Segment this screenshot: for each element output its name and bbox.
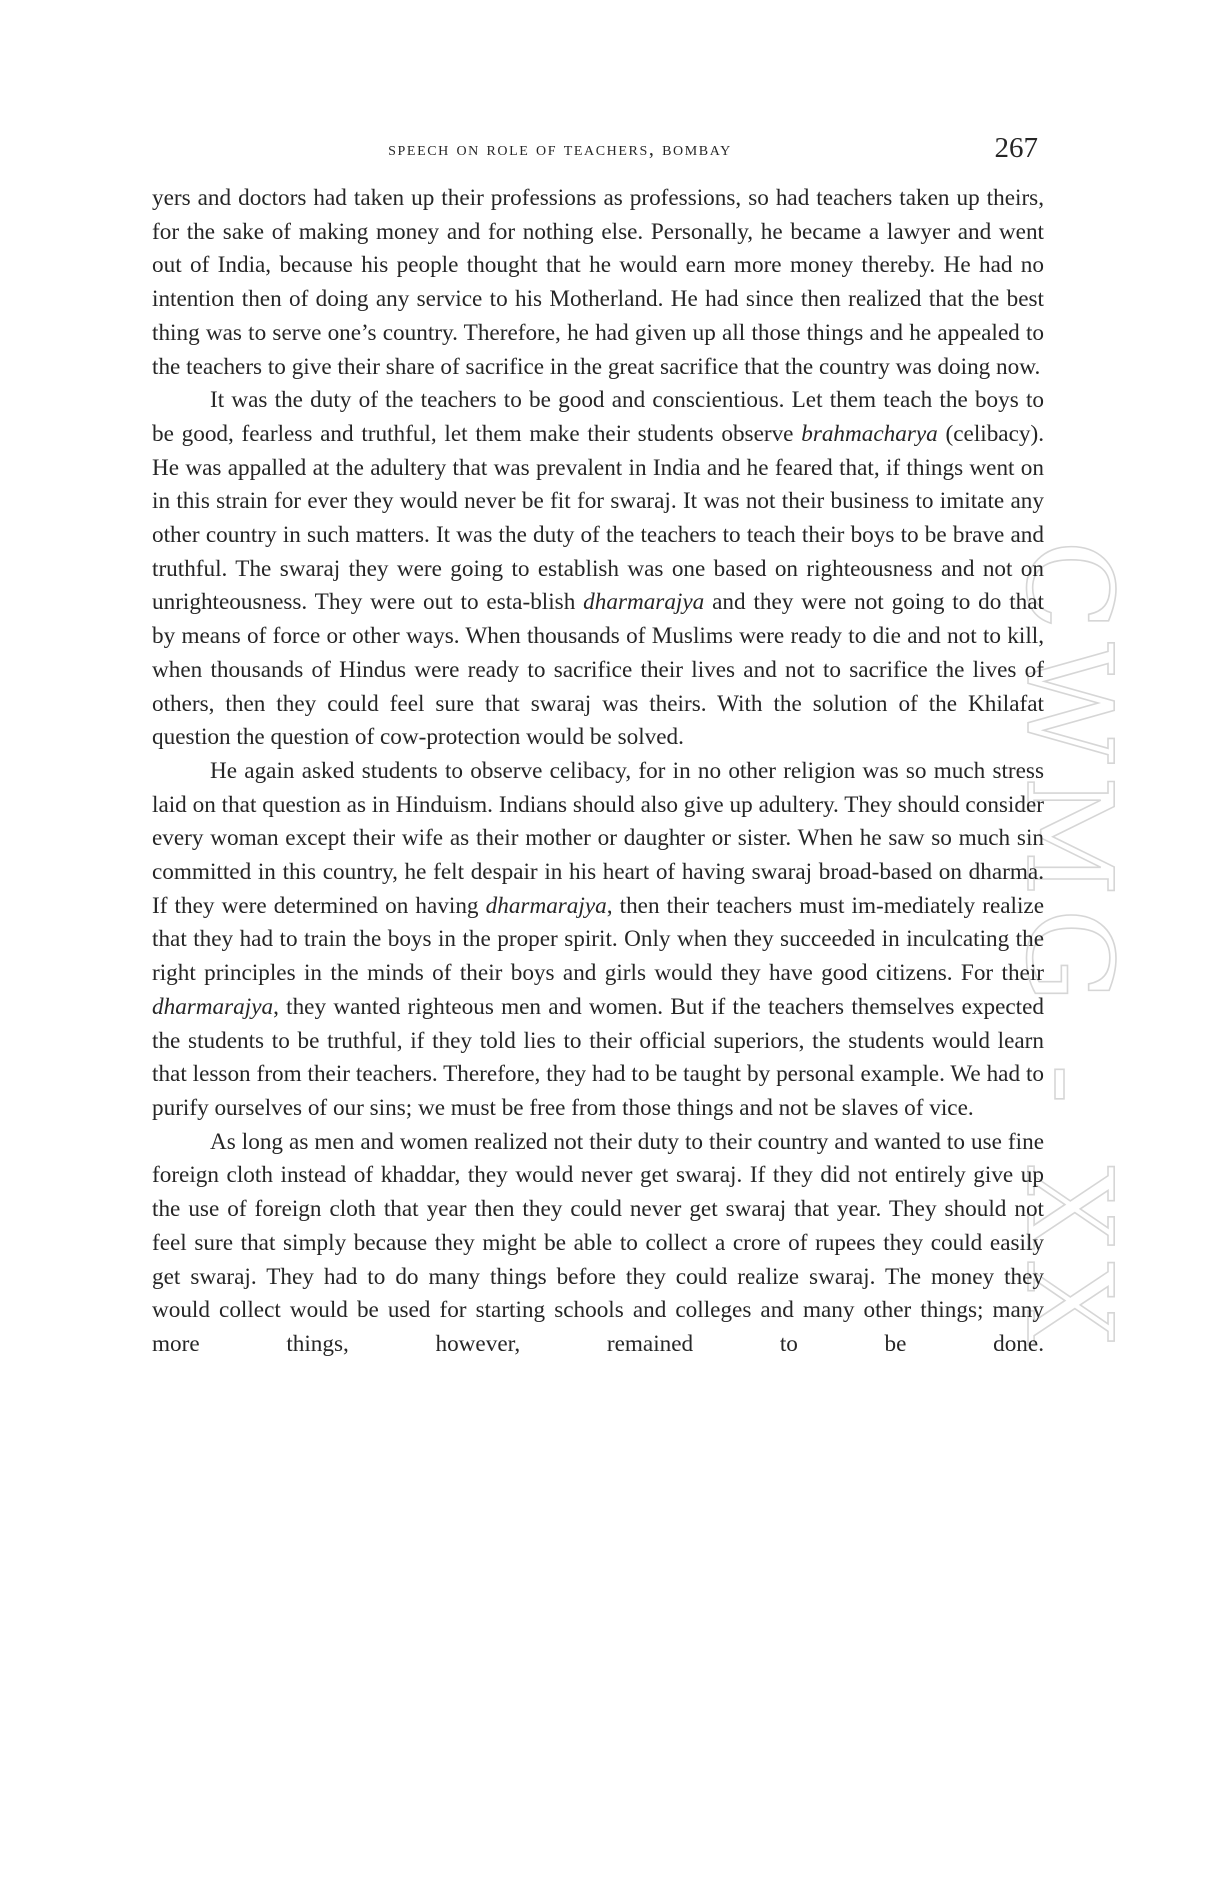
running-head [152, 134, 1038, 174]
paragraph-4-text: As long as men and women realized not their duty to their country and wanted to use fine foreign cloth instead of khaddar, they would never get swaraj. If they did not entirely give up the use of foreign cloth that year then they could never get swaraj that year. They should not feel sure that simply because they might be able to collect a crore of rupees they could easily get swaraj. They had to do many things before they could realize swaraj. The money they would collect would be used for starting schools and colleges and many other things; many more things, however, remained to be done. [152, 1128, 1044, 1357]
paragraph-3-text-e: , they wanted righteous men and women. But if the teachers themselves expected the students to be truthful, if they told lies to their official superiors, the students would learn that lesson from their teachers. Therefore, they had to be taught by personal example. We had to purify ourselves of our sins; we must be free from those things and not be slaves of vice. [152, 993, 1044, 1121]
paragraph-4 [152, 1126, 1044, 1362]
paragraph-2-text-a: It was the duty of the teachers to be good and conscientious. Let them teach the boys to be good, fearless and truthful, let them make their students observe [152, 387, 1044, 447]
watermark-text: CWMG - XX [1000, 540, 1138, 1358]
paragraph-1 [152, 182, 1044, 384]
running-title: speech on role of teachers, bombay [388, 138, 732, 160]
paragraph-2-text-c: (celibacy). He was appalled at the adultery that was prevalent in India and he feared that, if things went on in this strain for ever they would never be fit for swaraj. It was not their business to imitate any other country in such matters. It was the duty of the teachers to teach their boys to be brave and truthful. The swaraj they were going to establish was one based on righteousness and not on unrighteousness. They were out to esta-blish [152, 420, 1044, 616]
term-dharmarajya: dharmarajya [583, 589, 705, 616]
term-brahmacharya: brahmacharya [801, 420, 938, 447]
term-dharmarajya: dharmarajya [485, 892, 607, 919]
term-dharmarajya: dharmarajya [152, 993, 274, 1020]
text-body [152, 182, 1044, 1362]
paragraph-3 [152, 755, 1044, 1126]
page-number: 267 [994, 132, 1038, 164]
paragraph-1-text: yers and doctors had taken up their professions as professions, so had teachers taken up theirs, for the sake of making money and for nothing else. Personally, he became a lawyer and went out of India, because his people thought that he would earn more money thereby. He had no intention then of doing any service to his Motherland. He had since then realized that the best thing was to serve one’s country. Therefore, he had given up all those things and he appealed to the teachers to give their share of sacrifice in the great sacrifice that the country was doing now. [152, 185, 1044, 380]
paragraph-2 [152, 384, 1044, 755]
paragraph-3-text-c: , then their teachers must im-mediately realize that they had to train the boys in the proper spirit. Only when they succeeded in inculcating the right principles in the minds of their boys and girls would they have good citizens. For their [152, 892, 1045, 987]
paragraph-3-text-a: He again asked students to observe celibacy, for in no other religion was so much stress laid on that question as in Hinduism. Indians should also give up adultery. They should consider every woman except their wife as their mother or daughter or sister. When he saw so much sin committed in this country, he felt despair in his heart of having swaraj broad-based on dharma. If they were determined on having [152, 757, 1044, 919]
paragraph-2-text-e: and they were not going to do that by means of force or other ways. When thousands of Muslims were ready to die and not to kill, when thousands of Hindus were ready to sacrifice their lives and not to sacrifice the lives of others, then they could feel sure that swaraj was theirs. With the solution of the Khilafat question the question of cow-protection would be solved. [152, 589, 1044, 751]
